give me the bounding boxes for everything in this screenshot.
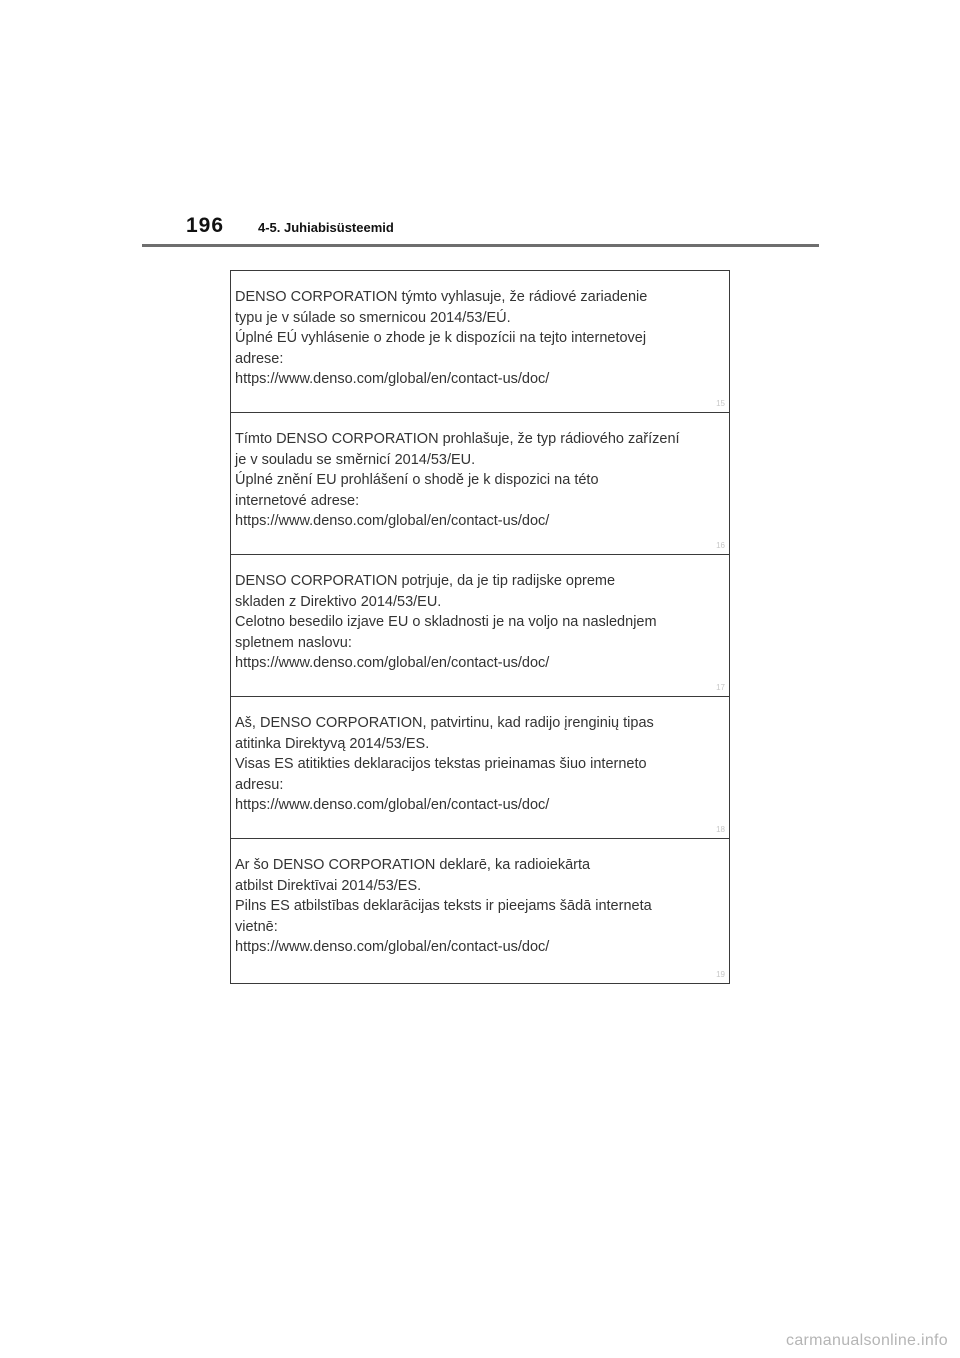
declaration-line: vietnē: <box>235 918 278 935</box>
declaration-line: Tímto DENSO CORPORATION prohlašuje, že typ rádiového zařízení <box>235 431 680 447</box>
declaration-number: 19 <box>716 970 725 979</box>
declaration-line: Celotno besedilo izjave EU o skladnosti je na voljo na naslednjem <box>235 614 657 630</box>
declaration-url: https://www.denso.com/global/en/contact-us/doc/ <box>235 655 550 671</box>
declaration-url: https://www.denso.com/global/en/contact-us/doc/ <box>235 513 550 529</box>
declaration-line: DENSO CORPORATION týmto vyhlasuje, že rádiové zariadenie <box>235 289 648 305</box>
declaration-czech <box>231 413 729 555</box>
declaration-line: atitinka Direktyvą 2014/53/ES. <box>235 735 430 752</box>
declaration-number: 18 <box>716 825 725 834</box>
section-title: 4-5. Juhiabisüsteemid <box>258 220 394 235</box>
declaration-url: https://www.denso.com/global/en/contact-us/doc/ <box>235 371 550 387</box>
declaration-line: Úplné EÚ vyhlásenie o zhode je k dispozícii na tejto internetovej <box>235 330 647 346</box>
declaration-line: skladen z Direktivo 2014/53/EU. <box>235 593 442 610</box>
header-rule <box>142 244 819 247</box>
declaration-url: https://www.denso.com/global/en/contact-us/doc/ <box>235 939 550 955</box>
declaration-line: Úplné znění EU prohlášení o shodě je k dispozici na této <box>235 472 599 488</box>
declaration-line: je v souladu se směrnicí 2014/53/EU. <box>235 451 476 468</box>
declaration-line: DENSO CORPORATION potrjuje, da je tip radijske opreme <box>235 573 616 589</box>
declaration-line: internetové adrese: <box>235 492 360 509</box>
declaration-number: 16 <box>716 541 725 550</box>
declaration-line: Visas ES atitikties deklaracijos tekstas prieinamas šiuo interneto <box>235 756 647 772</box>
page-number: 196 <box>186 214 225 237</box>
declarations-table <box>230 270 730 984</box>
declaration-line: Pilns ES atbilstības deklarācijas teksts ir pieejams šādā interneta <box>235 898 652 914</box>
declaration-line: spletnem naslovu: <box>235 634 352 651</box>
declaration-line: adrese: <box>235 350 284 367</box>
declaration-slovenian <box>231 555 729 697</box>
declaration-url: https://www.denso.com/global/en/contact-us/doc/ <box>235 797 550 813</box>
declaration-line: Ar šo DENSO CORPORATION deklarē, ka radioiekārta <box>235 857 591 873</box>
declaration-latvian <box>231 839 729 983</box>
declaration-slovak <box>231 271 729 413</box>
declaration-line: typu je v súlade so smernicou 2014/53/EÚ. <box>235 309 511 326</box>
declaration-number: 15 <box>716 399 725 408</box>
declaration-line: Aš, DENSO CORPORATION, patvirtinu, kad radijo įrenginių tipas <box>235 715 654 731</box>
declaration-lithuanian <box>231 697 729 839</box>
declaration-line: atbilst Direktīvai 2014/53/ES. <box>235 877 422 894</box>
declaration-line: adresu: <box>235 776 284 793</box>
watermark: carmanualsonline.info <box>786 1332 948 1349</box>
declaration-number: 17 <box>716 683 725 692</box>
